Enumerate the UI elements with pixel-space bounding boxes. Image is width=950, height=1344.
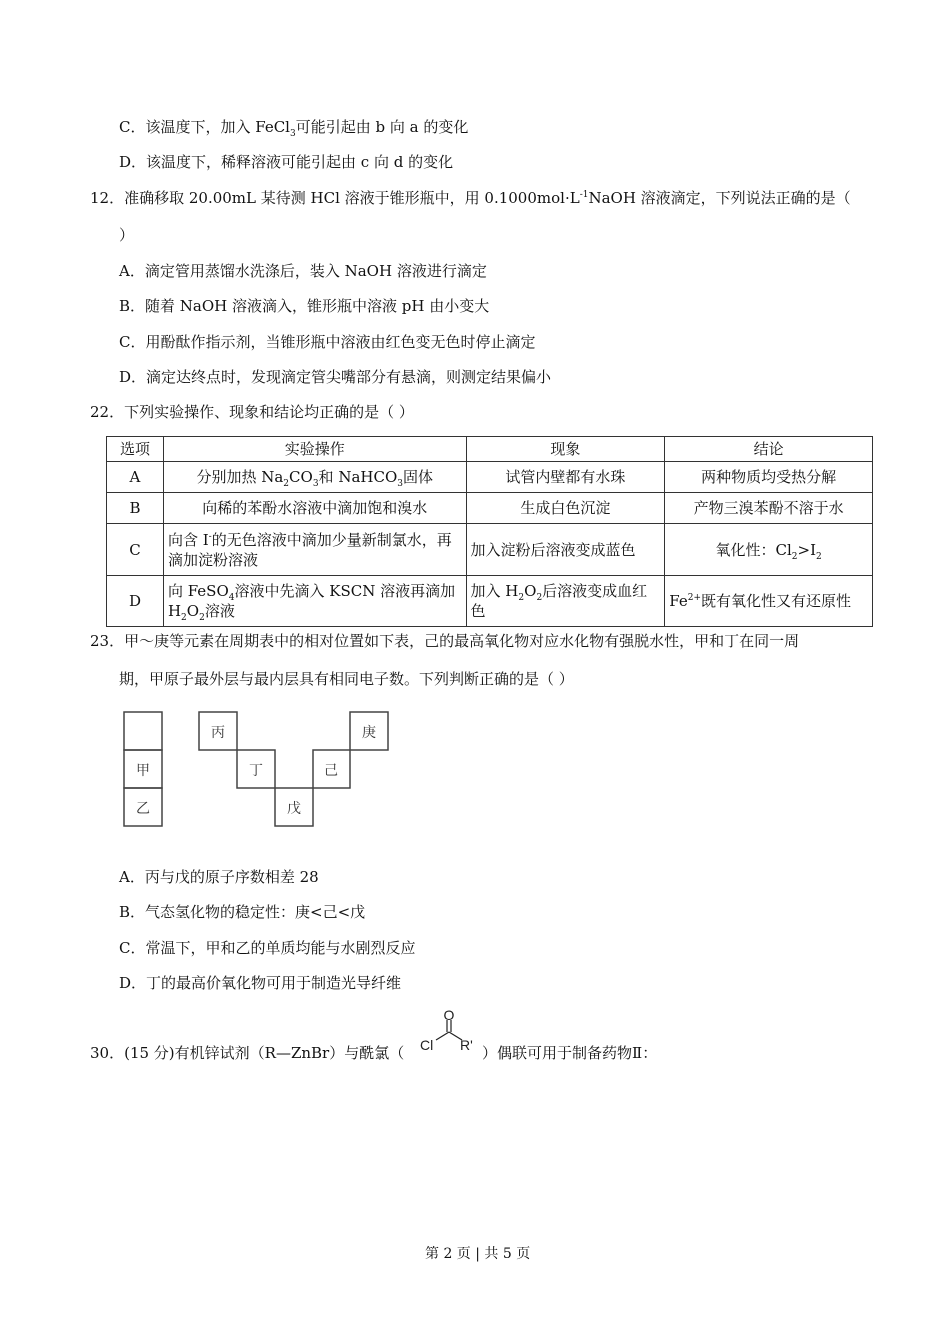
table-row (107, 576, 873, 627)
sub: 2 (518, 593, 525, 603)
page-footer: 第 2 页 | 共 5 页 (425, 1246, 531, 1262)
text: >I (797, 540, 817, 559)
sub: 2 (816, 551, 822, 562)
q11-option-c (119, 117, 468, 137)
cell-phenomenon: 试管内壁都有水珠 (466, 462, 665, 493)
q22-stem: 22．下列实验操作、现象和结论均正确的是（ ） (90, 403, 414, 421)
q11-option-d: D．该温度下，稀释溶液可能引起由 c 向 d 的变化 (119, 153, 454, 171)
cell-phenomenon: 加入淀粉后溶液变成蓝色 (466, 524, 665, 576)
q12-stem (90, 188, 851, 208)
q30-stem-a: 30．(15 分)有机锌试剂（R—ZnBr）与酰氯（ (90, 1044, 405, 1062)
sub: 2 (181, 613, 187, 623)
text: NaOH 溶液滴定，下列说法正确的是（ (588, 189, 851, 207)
cell-conclusion: 两种物质均受热分解 (665, 462, 873, 493)
text: 固体 (402, 468, 433, 486)
acyl-chloride-structure (414, 1010, 484, 1060)
sub: 3 (397, 479, 403, 489)
q23-stem-line1: 23．甲～庚等元素在周期表中的相对位置如下表，己的最高氧化物对应水化物有强脱水性，甲和丁在同一周 (90, 632, 800, 650)
sub: 3 (290, 129, 296, 139)
periodic-table-figure (118, 706, 408, 834)
element-ji: 己 (324, 763, 338, 779)
text: 氧化性：Cl (715, 540, 792, 559)
text: 向含 I (167, 530, 209, 549)
cell-op (163, 524, 466, 576)
cell-op: 向稀的苯酚水溶液中滴加饱和溴水 (163, 493, 466, 524)
cell-key: D (107, 576, 164, 627)
header-cell: 选项 (107, 437, 164, 462)
atom-o: O (443, 1010, 455, 1023)
sup: 2+ (687, 593, 701, 603)
text: 和 NaHCO (318, 468, 398, 486)
table-row (107, 524, 873, 576)
table-row (107, 493, 873, 524)
q12-option-c: C．用酚酞作指示剂，当锥形瓶中溶液由红色变无色时停止滴定 (119, 333, 536, 351)
text: C．该温度下，加入 FeCl (119, 118, 290, 136)
text: 溶液中先滴入 KSCN 溶液再滴加 H (167, 582, 456, 620)
atom-cl: Cl (420, 1037, 434, 1053)
text: O (186, 602, 200, 620)
text: CO (289, 468, 313, 486)
cell-conclusion: 产物三溴苯酚不溶于水 (665, 493, 873, 524)
text: O (524, 582, 537, 600)
text: 向 FeSO (167, 582, 229, 600)
sup: -1 (579, 190, 589, 200)
cell-op (163, 576, 466, 627)
cell-phenomenon: 生成白色沉淀 (466, 493, 665, 524)
sub: 2 (283, 479, 290, 489)
cell-conclusion (665, 576, 873, 627)
q12-option-b: B．随着 NaOH 溶液滴入，锥形瓶中溶液 pH 由小变大 (119, 297, 490, 315)
text: 既有氧化性又有还原性 (701, 592, 852, 610)
header-cell: 结论 (665, 437, 873, 462)
cell-conclusion (665, 524, 873, 576)
element-jia: 甲 (136, 763, 150, 779)
text: 分别加热 Na (196, 468, 284, 486)
cell-op (163, 462, 466, 493)
text: 12．准确移取 20.00mL 某待测 HCl 溶液于锥形瓶中，用 0.1000mol·L (90, 189, 580, 207)
header-cell: 实验操作 (163, 437, 466, 462)
text: 可能引起由 b 向 a 的变化 (295, 118, 469, 136)
q23-option-d: D．丁的最高价氧化物可用于制造光导纤维 (119, 974, 402, 992)
q23-option-a: A．丙与戊的原子序数相差 28 (119, 868, 319, 886)
sub: 4 (228, 593, 235, 603)
element-yi: 乙 (136, 801, 150, 817)
q23-option-b: B．气态氢化物的稳定性：庚<己<戊 (119, 903, 366, 921)
element-bing: 丙 (211, 725, 225, 741)
element-geng: 庚 (362, 725, 376, 741)
header-cell: 现象 (466, 437, 665, 462)
text: Fe (669, 592, 688, 610)
text: 溶液 (204, 602, 235, 620)
q22-table (106, 436, 873, 627)
text: 的无色溶液中滴加少量新制氯水，再滴加淀粉溶液 (167, 530, 452, 569)
table-header-row (107, 437, 873, 462)
q12-stem-cont: ） (119, 226, 135, 244)
element-wu: 戊 (287, 801, 301, 817)
cell-phenomenon (466, 576, 665, 627)
sup: - (208, 531, 212, 542)
sub: 2 (791, 551, 798, 562)
group-r: R' (460, 1037, 473, 1053)
sub: 3 (312, 479, 319, 489)
cell-key: B (107, 493, 164, 524)
sub: 2 (536, 593, 543, 603)
q23-option-c: C．常温下，甲和乙的单质均能与水剧烈反应 (119, 939, 416, 957)
text: 加入 H (470, 582, 519, 600)
q23-stem-line2: 期，甲原子最外层与最内层具有相同电子数。下列判断正确的是（ ） (119, 670, 574, 688)
cell-key: A (107, 462, 164, 493)
text: 后溶液变成血红色 (470, 582, 648, 620)
element-ding: 丁 (249, 763, 263, 779)
sub: 2 (199, 613, 205, 623)
q30-stem-b: ）偶联可用于制备药物Ⅱ： (482, 1044, 658, 1062)
cell-key: C (107, 524, 164, 576)
table-row (107, 462, 873, 493)
q12-option-a: A．滴定管用蒸馏水洗涤后，装入 NaOH 溶液进行滴定 (119, 262, 487, 280)
q12-option-d: D．滴定达终点时，发现滴定管尖嘴部分有悬滴，则测定结果偏小 (119, 368, 552, 386)
